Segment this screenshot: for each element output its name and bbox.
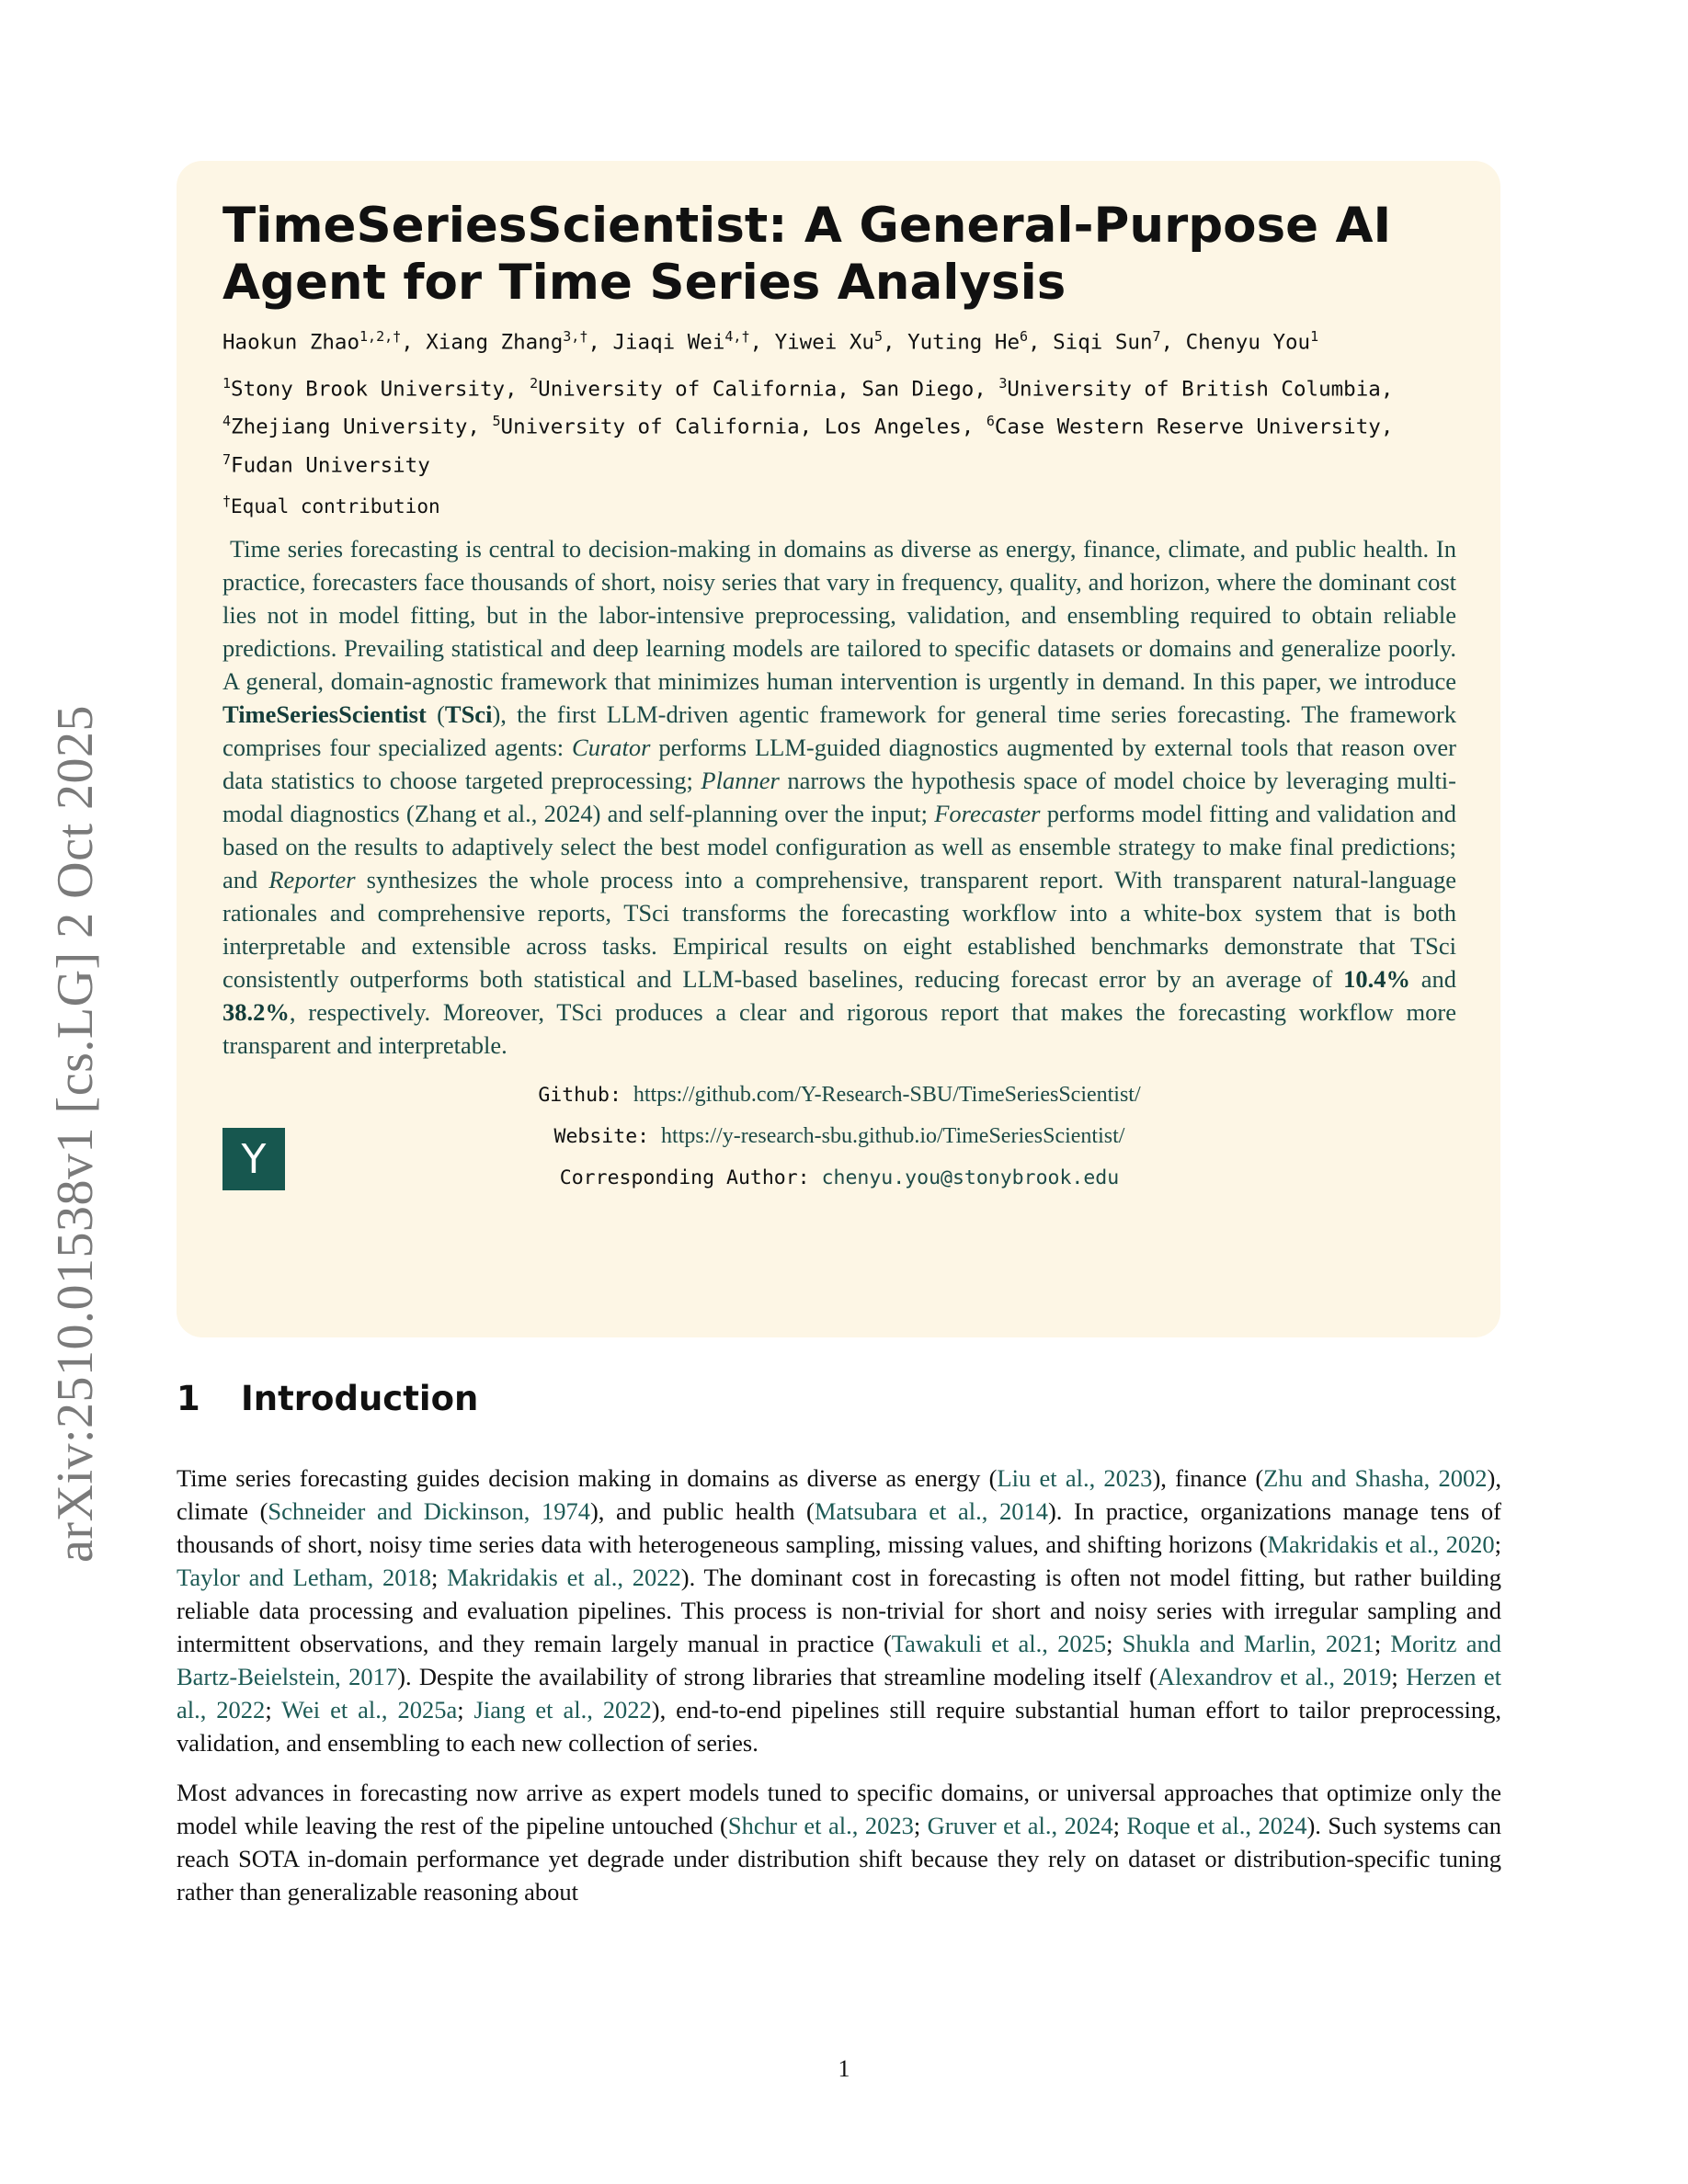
citation-link[interactable]: Liu et al., 2023	[997, 1464, 1153, 1492]
intro-paragraph-2	[177, 1776, 1501, 1908]
agent-forecaster: Forecaster	[934, 800, 1041, 827]
corresponding-author-line: Corresponding Author: chenyu.you@stonybrook.edu	[559, 1166, 1120, 1189]
page-number: 1	[838, 2055, 850, 2082]
author-name: Jiaqi Wei	[612, 330, 725, 355]
author-name: Yuting He	[907, 330, 1020, 355]
author-name: Haokun Zhao	[222, 330, 360, 355]
equal-contribution-note: †Equal contribution	[222, 493, 440, 518]
paper-title: TimeSeriesScientist: A General-Purpose AI Agent for Time Series Analysis	[222, 198, 1392, 311]
citation-link[interactable]: Zhu and Shasha, 2002	[1263, 1464, 1488, 1492]
paragraph-text: ), and public health (	[589, 1497, 815, 1525]
citation-link[interactable]: Roque et al., 2024	[1126, 1812, 1307, 1839]
author-marks: 7	[1152, 328, 1161, 345]
affiliation-name: Zhejiang University	[231, 415, 468, 439]
paragraph-text: ). In practice, organizations manage tens of thousands of short, noisy time series data with heterogeneous sampling, missing values, and shifting horizons (	[177, 1497, 1501, 1558]
front-matter-box	[177, 161, 1500, 1337]
affiliation-list: $^1$Stony Brook University, $^2$University of California, San Diego, $^3$University of British Columbia, $^4$Zhejiang University, $^5$University of California, Los Angeles, $^6$Case Western Reserve University, $^7$Fudan University	[222, 374, 1394, 477]
citation-link[interactable]: Herzen et al., 2022	[177, 1663, 1502, 1723]
paragraph-text: ;	[431, 1564, 448, 1591]
paragraph-text: ;	[457, 1696, 474, 1723]
arxiv-identifier: arXiv:2510.01538v1 [cs.LG] 2 Oct 2025	[47, 704, 104, 1563]
affiliation-name: Case Western Reserve University	[994, 415, 1381, 439]
citation-link[interactable]: Moritz and Bartz-Beielstein, 2017	[177, 1630, 1501, 1690]
paragraph-text: ;	[913, 1812, 928, 1839]
framework-name: TimeSeriesScientist	[222, 700, 427, 728]
author-name: Siqi Sun	[1053, 330, 1153, 355]
citation-link[interactable]: Shchur et al., 2023	[727, 1812, 914, 1839]
author-name: Xiang Zhang	[426, 330, 564, 355]
agent-planner: Planner	[701, 767, 780, 794]
github-link[interactable]: https://github.com/Y-Research-SBU/TimeSeriesScientist/	[633, 1083, 1141, 1107]
affiliation-mark: 3	[998, 374, 1008, 392]
agent-reporter: Reporter	[268, 866, 356, 893]
citation-link[interactable]: Gruver et al., 2024	[927, 1812, 1113, 1839]
citation-link[interactable]: Jiang et al., 2022	[473, 1696, 652, 1723]
paragraph-text: ). The dominant cost in forecasting is often not model fitting, but rather building reliable data processing and evaluation pipelines. This process is non-trivial for short and noisy series with irregular sampling and intermittent observations, and they remain largely manual in practice (	[177, 1564, 1502, 1657]
section-heading: 1 Introduction	[177, 1379, 479, 1418]
paragraph-text: ;	[265, 1696, 282, 1723]
paragraph-text: ;	[1494, 1530, 1502, 1558]
author-marks: 3,†	[563, 328, 588, 345]
author-marks: 1,2,†	[359, 328, 402, 345]
affiliation-name: Stony Brook University	[231, 377, 506, 401]
author-name: Chenyu You	[1185, 330, 1311, 355]
stat-llm: 38.2%	[222, 998, 290, 1026]
affiliation-name: Fudan University	[231, 453, 430, 477]
paragraph-text: ;	[1374, 1630, 1391, 1657]
stat-statistical: 10.4%	[1343, 965, 1410, 993]
paragraph-text: ;	[1106, 1630, 1123, 1657]
paragraph-text: ), climate (	[177, 1464, 1501, 1525]
paragraph-text: Time series forecasting guides decision making in domains as diverse as energy (	[177, 1464, 998, 1492]
paragraph-text: ;	[1112, 1812, 1127, 1839]
affiliation-mark: 6	[986, 413, 995, 429]
paragraph-text: ). Such systems can reach SOTA in-domain performance yet degrade under distribution shift because they rely on dataset or distribution-specific tuning rather than generalizable reasoning about	[177, 1812, 1501, 1905]
framework-abbr: TSci	[444, 700, 493, 728]
paragraph-text: ;	[1391, 1663, 1407, 1690]
citation-link[interactable]: Makridakis et al., 2020	[1267, 1530, 1495, 1558]
agent-curator: Curator	[572, 734, 651, 761]
affiliation-name: University of California, San Diego	[538, 377, 975, 401]
author-name: Yiwei Xu	[774, 330, 874, 355]
abstract: Time series forecasting is central to decision-making in domains as diverse as energy, finance, climate, and public health. In practice, forecasters face thousands of short, noisy series that vary in frequency, quality, and horizon, where the dominant cost lies not in model fitting, but in the labor-intensive preprocessing, validation, and ensembling required to obtain reliable predictions. Prevailing statistical and deep learning models are tailored to specific datasets or domains and generalize poorly. A general, domain-agnostic framework that minimizes human intervention is urgently in demand. In this paper, we introduce TimeSeriesScientist (TSci), the first LLM-driven agentic framework for general time series forecasting. The framework comprises four specialized agents: Curator performs LLM-guided diagnostics augmented by external tools that reason over data statistics to choose targeted preprocessing; Planner narrows the hypothesis space of model choice by leveraging multi-modal diagnostics (Zhang et al., 2024) and self-planning over the input; Forecaster performs model fitting and validation and based on the results to adaptively select the best model configuration as well as ensemble strategy to make final predictions; and Reporter synthesizes the whole process into a comprehensive, transparent report. With transparent natural-language rationales and comprehensive reports, TSci transforms the forecasting workflow into a white-box system that is both interpretable and extensible across tasks. Empirical results on eight established benchmarks demonstrate that TSci consistently outperforms both statistical and LLM-based baselines, reducing forecast error by an average of 10.4% and 38.2%, respectively. Moreover, TSci produces a clear and rigorous report that makes the forecasting workflow more transparent and interpretable.	[222, 535, 1457, 1059]
citation-link[interactable]: Matsubara et al., 2014	[814, 1497, 1048, 1525]
author-email-link[interactable]: chenyu.you@stonybrook.edu	[821, 1166, 1120, 1189]
author-marks: 6	[1020, 328, 1029, 345]
introduction-body	[177, 1462, 1501, 1925]
affiliation-mark: 4	[222, 413, 232, 429]
citation-link[interactable]: Taylor and Letham, 2018	[177, 1564, 431, 1591]
citation-link[interactable]: Shukla and Marlin, 2021	[1122, 1630, 1374, 1657]
citation-link[interactable]: Schneider and Dickinson, 1974	[268, 1497, 590, 1525]
author-marks: 5	[873, 328, 883, 345]
author-list: Haokun Zhao$^{1,2,\dagger}$, Xiang Zhang$^{3,\dagger}$, Jiaqi Wei$^{4,\dagger}$, Yiwei Xu$^5$, Yuting He$^6$, Siqi Sun$^7$, Chenyu You$^1$	[222, 328, 1319, 355]
paragraph-text: ), finance (	[1152, 1464, 1264, 1492]
paragraph-text: ), end-to-end pipelines still require substantial human effort to tailor preprocessing, validation, and ensembling to each new collection of series.	[177, 1696, 1501, 1757]
affiliation-name: University of California, Los Angeles	[500, 415, 962, 439]
intro-paragraph-1	[177, 1462, 1501, 1759]
author-marks: 1	[1310, 328, 1319, 345]
paragraph-text: Most advances in forecasting now arrive as expert models tuned to specific domains, or universal approaches that optimize only the model while leaving the rest of the pipeline untouched (	[177, 1779, 1501, 1839]
author-marks: 4,†	[724, 328, 750, 345]
citation-link[interactable]: Alexandrov et al., 2019	[1157, 1663, 1392, 1690]
website-link[interactable]: https://y-research-sbu.github.io/TimeSeriesScientist/	[661, 1124, 1125, 1148]
citation-link[interactable]: Wei et al., 2025a	[281, 1696, 458, 1723]
affiliation-mark: 7	[222, 450, 232, 468]
links-block	[222, 1075, 1456, 1240]
affiliation-mark: 1	[222, 374, 232, 392]
affiliation-mark: 2	[530, 374, 539, 392]
y-research-logo: Y	[222, 1128, 285, 1190]
github-line: Github: https://github.com/Y-Research-SBU/TimeSeriesScientist/	[538, 1083, 1141, 1107]
affiliation-mark: 5	[492, 413, 501, 429]
citation-link[interactable]: Tawakuli et al., 2025	[891, 1630, 1107, 1657]
paragraph-text: ). Despite the availability of strong libraries that streamline modeling itself (	[397, 1663, 1158, 1690]
citation-link[interactable]: Makridakis et al., 2022	[447, 1564, 681, 1591]
website-line: Website: https://y-research-sbu.github.io/TimeSeriesScientist/	[553, 1124, 1125, 1148]
affiliation-name: University of British Columbia	[1007, 377, 1381, 401]
